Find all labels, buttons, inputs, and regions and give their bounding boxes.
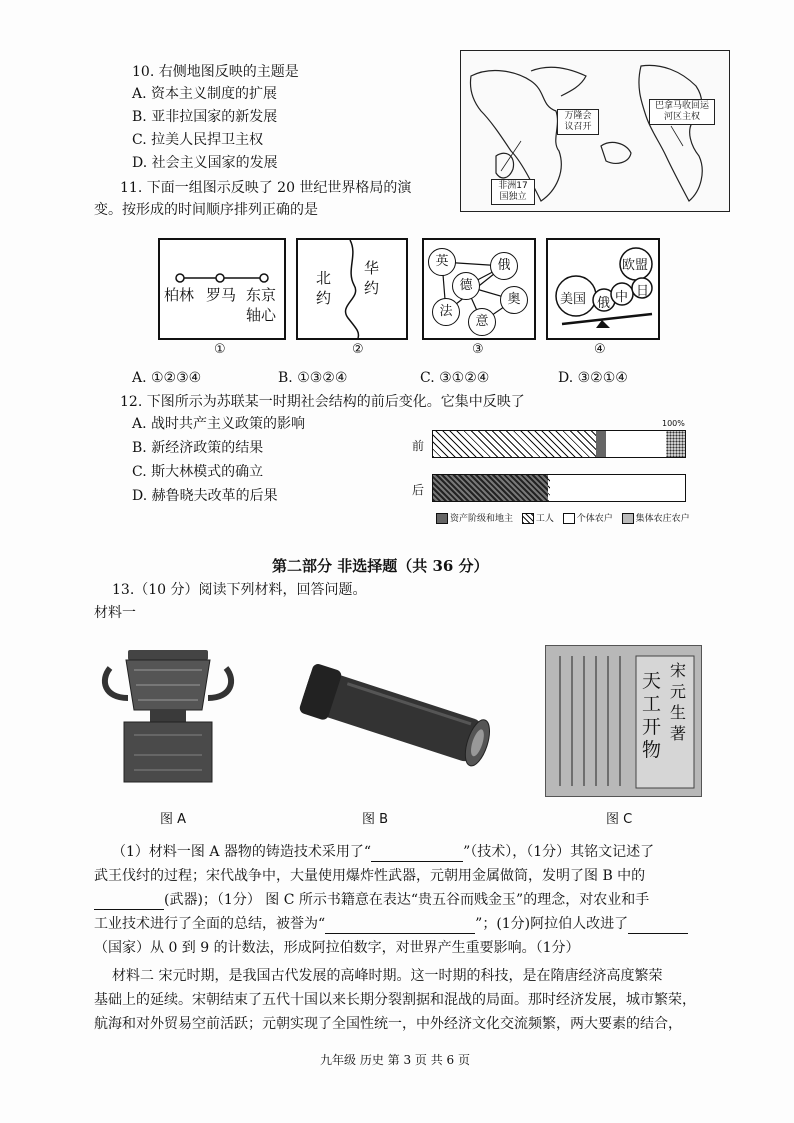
- panel-num-4: ④: [594, 342, 606, 357]
- material2-line1: 材料二 宋元时期，是我国古代发展的高峰时期。这一时期的科技，是在隋唐经济高度繁荣: [112, 968, 663, 984]
- label-china: 中: [615, 290, 629, 305]
- after-seg-collective: [433, 475, 548, 501]
- figure-b-cannon: [290, 660, 500, 770]
- label-nato: 北约: [316, 269, 332, 307]
- map-label-bandung: 万隆会议召开: [557, 109, 599, 135]
- label-rome: 罗马: [206, 286, 237, 304]
- q11-option-d: D. ③②①④: [558, 370, 628, 386]
- label-russia: 俄: [597, 296, 611, 311]
- q13-p1-line3-a: (武器)；（1分） 图 C 所示书籍意在表达“贵五谷而贱金玉”的理念，对农业和手: [164, 892, 650, 908]
- panel-num-3: ③: [472, 342, 484, 357]
- map-label-africa: 非洲17国独立: [491, 179, 535, 205]
- legend-workers: 工人: [535, 514, 554, 524]
- q10-stem: 10. 右侧地图反映的主题是: [132, 64, 299, 80]
- legend-collective: 集体农庄农户: [635, 514, 690, 524]
- q10-option-a: A. 资本主义制度的扩展: [132, 86, 278, 102]
- circle-austria: 奥: [500, 286, 528, 314]
- bar-after-label: 后: [412, 483, 425, 497]
- bar-before-label: 前: [412, 439, 425, 453]
- answer-blank-3[interactable]: [325, 933, 475, 934]
- q11-option-a: A. ①②③④: [132, 370, 202, 386]
- q12-stem: 12. 下图所示为苏联某一时期社会结构的前后变化。它集中反映了: [120, 394, 525, 410]
- page-footer: 九年级 历史 第 3 页 共 6 页: [320, 1053, 470, 1067]
- caption-b: 图 B: [362, 812, 389, 827]
- circle-britain: 英: [428, 248, 456, 276]
- q12-option-b: B. 新经济政策的结果: [132, 440, 264, 456]
- before-seg-bourgeoisie: [596, 431, 606, 457]
- world-map: [460, 50, 730, 212]
- q13-p1-line1-b: ”（技术），（1分）其铭文记述了: [463, 844, 655, 860]
- legend-swatch-collective: [622, 513, 634, 524]
- q13-p1-line1: [112, 842, 654, 862]
- panel-num-1: ①: [214, 342, 226, 357]
- answer-blank-1[interactable]: [371, 861, 463, 862]
- label-berlin: 柏林: [164, 286, 195, 304]
- bar-after: [432, 474, 686, 502]
- q13-p1-line4-a: 工业技术进行了全面的总结，被誉为“: [94, 916, 326, 932]
- legend-individual: 个体农户: [576, 514, 613, 524]
- q10-option-b: B. 亚非拉国家的新发展: [132, 109, 278, 125]
- q11-stem-line2: 变。按形成的时间顺序排列正确的是: [94, 202, 318, 218]
- circle-france: 法: [432, 298, 460, 326]
- map-label-panama: 巴拿马收回运河区主权: [649, 99, 715, 125]
- label-japan: 日: [636, 284, 650, 299]
- divider-curve: [298, 240, 406, 338]
- q11-panel-3: [422, 238, 536, 340]
- q13-p1-line3: [94, 890, 649, 910]
- before-seg-collective: [666, 431, 685, 457]
- legend-bourgeoisie: 资产阶级和地主: [450, 514, 514, 524]
- label-tokyo: 东京: [246, 286, 277, 304]
- legend-swatch-bourgeoisie: [436, 513, 448, 524]
- q12-option-c: C. 斯大林模式的确立: [132, 464, 264, 480]
- q11-panel-4: [546, 238, 660, 340]
- chart-100-label: 100%: [662, 419, 685, 428]
- cannon-image: [290, 660, 500, 770]
- chart-legend: [436, 511, 690, 524]
- q13-material1: 材料一: [94, 605, 136, 621]
- figure-a-bronze-vessel: [98, 640, 238, 790]
- bronze-vessel-image: [98, 640, 238, 790]
- bar-before: [432, 430, 686, 458]
- q12-option-a: A. 战时共产主义政策的影响: [132, 416, 306, 432]
- label-axis: 轴心: [246, 306, 277, 324]
- circle-italy: 意: [468, 308, 496, 336]
- label-warsaw: 华约: [364, 259, 380, 297]
- caption-a: 图 A: [160, 812, 187, 827]
- q11-option-c: C. ③①②④: [420, 370, 490, 386]
- q13-p1-line4-b: ”；(1分)阿拉伯人改进了: [475, 916, 629, 932]
- book-author: 宋元生著: [670, 661, 687, 743]
- q13-p1-line2: 武王伐纣的过程；宋代战争中，大量使用爆炸性武器，元朝用金属做筒，发明了图 B 中的: [94, 868, 646, 884]
- legend-swatch-individual: [563, 513, 575, 524]
- caption-c: 图 C: [606, 812, 633, 827]
- q11-option-b: B. ①③②④: [278, 370, 348, 386]
- label-usa: 美国: [560, 292, 587, 307]
- material2-line3: 航海和对外贸易空前活跃；元朝实现了全国性统一，中外经济文化交流频繁，两大要素的结合，: [94, 1016, 682, 1032]
- q11-panel-1: [158, 238, 286, 340]
- material2-line2: 基础上的延续。宋朝结束了五代十国以来长期分裂割据和混战的局面。那时经济发展，城市繁荣，: [94, 992, 696, 1008]
- label-eu: 欧盟: [622, 258, 649, 273]
- figure-c-book: [545, 645, 702, 797]
- panel-num-2: ②: [352, 342, 364, 357]
- circle-germany: 德: [452, 272, 480, 300]
- q11-stem-line1: 11. 下面一组图示反映了 20 世纪世界格局的演: [120, 180, 412, 196]
- circle-russia: 俄: [490, 252, 518, 280]
- q13-p1-line4: [94, 914, 688, 934]
- q13-p1-line1-a: （1）材料一图 A 器物的铸造技术采用了“: [112, 844, 372, 860]
- q10-option-c: C. 拉美人民捍卫主权: [132, 132, 264, 148]
- answer-blank-2[interactable]: [94, 909, 164, 910]
- q10-option-d: D. 社会主义国家的发展: [132, 155, 278, 171]
- part2-title: 第二部分 非选择题（共 36 分）: [272, 557, 489, 575]
- q13-stem: 13.（10 分）阅读下列材料，回答问题。: [112, 582, 367, 598]
- q13-p1-line5: （国家）从 0 到 9 的计数法，形成阿拉伯数字，对世界产生重要影响。（1分）: [94, 940, 580, 956]
- q12-option-d: D. 赫鲁晓夫改革的后果: [132, 488, 278, 504]
- after-seg-bourgeoisie: [548, 475, 550, 501]
- before-seg-workers: [433, 431, 596, 457]
- book-title: 天工开物: [642, 670, 662, 761]
- q11-panel-2: [296, 238, 408, 340]
- legend-swatch-workers: [522, 513, 534, 524]
- answer-blank-4[interactable]: [628, 933, 688, 934]
